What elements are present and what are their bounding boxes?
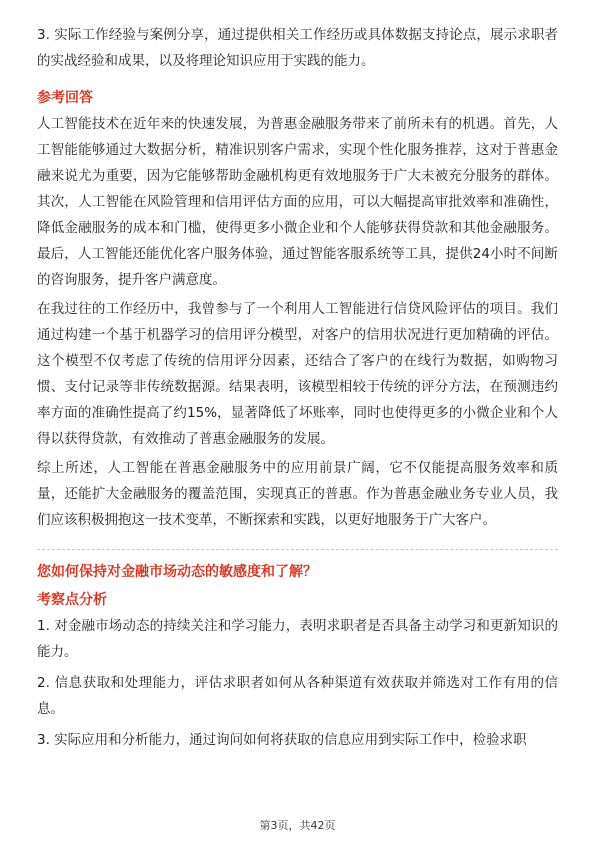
answer-paragraph-3: 综上所述，人工智能在普惠金融服务中的应用前景广阔，它不仅能提高服务效率和质量，还能扩大金融服务的覆盖范围，实现真正的普惠。作为普惠金融业务专业人员，我们应该积极拥抱这一技术变革，不断探索和实践，以更好地服务于广大客户。 xyxy=(37,460,558,528)
question-title: 您如何保持对金融市场动态的敏感度和了解？ xyxy=(37,564,317,580)
section-divider xyxy=(37,549,558,550)
page-footer: 第3页，共42页 xyxy=(259,819,336,832)
answer-paragraph-2: 在我过往的工作经历中，我曾参与了一个利用人工智能进行信贷风险评估的项目。我们通过构建一个基于机器学习的信用评分模型，对客户的信用状况进行更加精确的评估。这个模型不仅考虑了传统的信用评分因素，还结合了客户的在线行为数据，如购物习惯、支付记录等非传统数据源。结果表明，该模型相较于传统的评分方法，在预测违约率方面的准确性提高了约15%，显著降低了坏账率，同时也使得更多的小微企业和个人得以获得贷款，有效推动了普惠金融服务的发展。 xyxy=(37,301,558,447)
answer-paragraph-1: 人工智能技术在近年来的快速发展，为普惠金融服务带来了前所未有的机遇。首先，人工智能能够通过大数据分析，精准识别客户需求，实现个性化服务推荐，这对于普惠金融来说尤为重要，因为它能够帮助金融机构更有效地服务于广大未被充分服务的群体。其次，人工智能在风险管理和信用评估方面的应用，可以大幅提高审批效率和准确性，降低金融服务的成本和门槛，使得更多小微企业和个人能够获得贷款和其他金融服务。最后，人工智能还能优化客户服务体验，通过智能客服系统等工具，提供24小时不间断的咨询服务，提升客户满意度。 xyxy=(37,116,558,288)
analysis-item-2: 2. 信息获取和处理能力，评估求职者如何从各种渠道有效获取并筛选对工作有用的信息。 xyxy=(37,675,558,717)
analysis-item-3: 3. 实际应用和分析能力，通过询问如何将获取的信息应用到实际工作中，检验求职 xyxy=(37,732,527,748)
analysis-heading: 考察点分析 xyxy=(37,592,107,608)
intro-item-3: 3. 实际工作经验与案例分享，通过提供相关工作经历或具体数据支持论点，展示求职者的实战经验和成果，以及将理论知识应用于实践的能力。 xyxy=(37,27,558,69)
analysis-item-1: 1. 对金融市场动态的持续关注和学习能力，表明求职者是否具备主动学习和更新知识的能力。 xyxy=(37,618,558,660)
page-content xyxy=(37,22,558,753)
answer-heading: 参考回答 xyxy=(37,90,93,106)
